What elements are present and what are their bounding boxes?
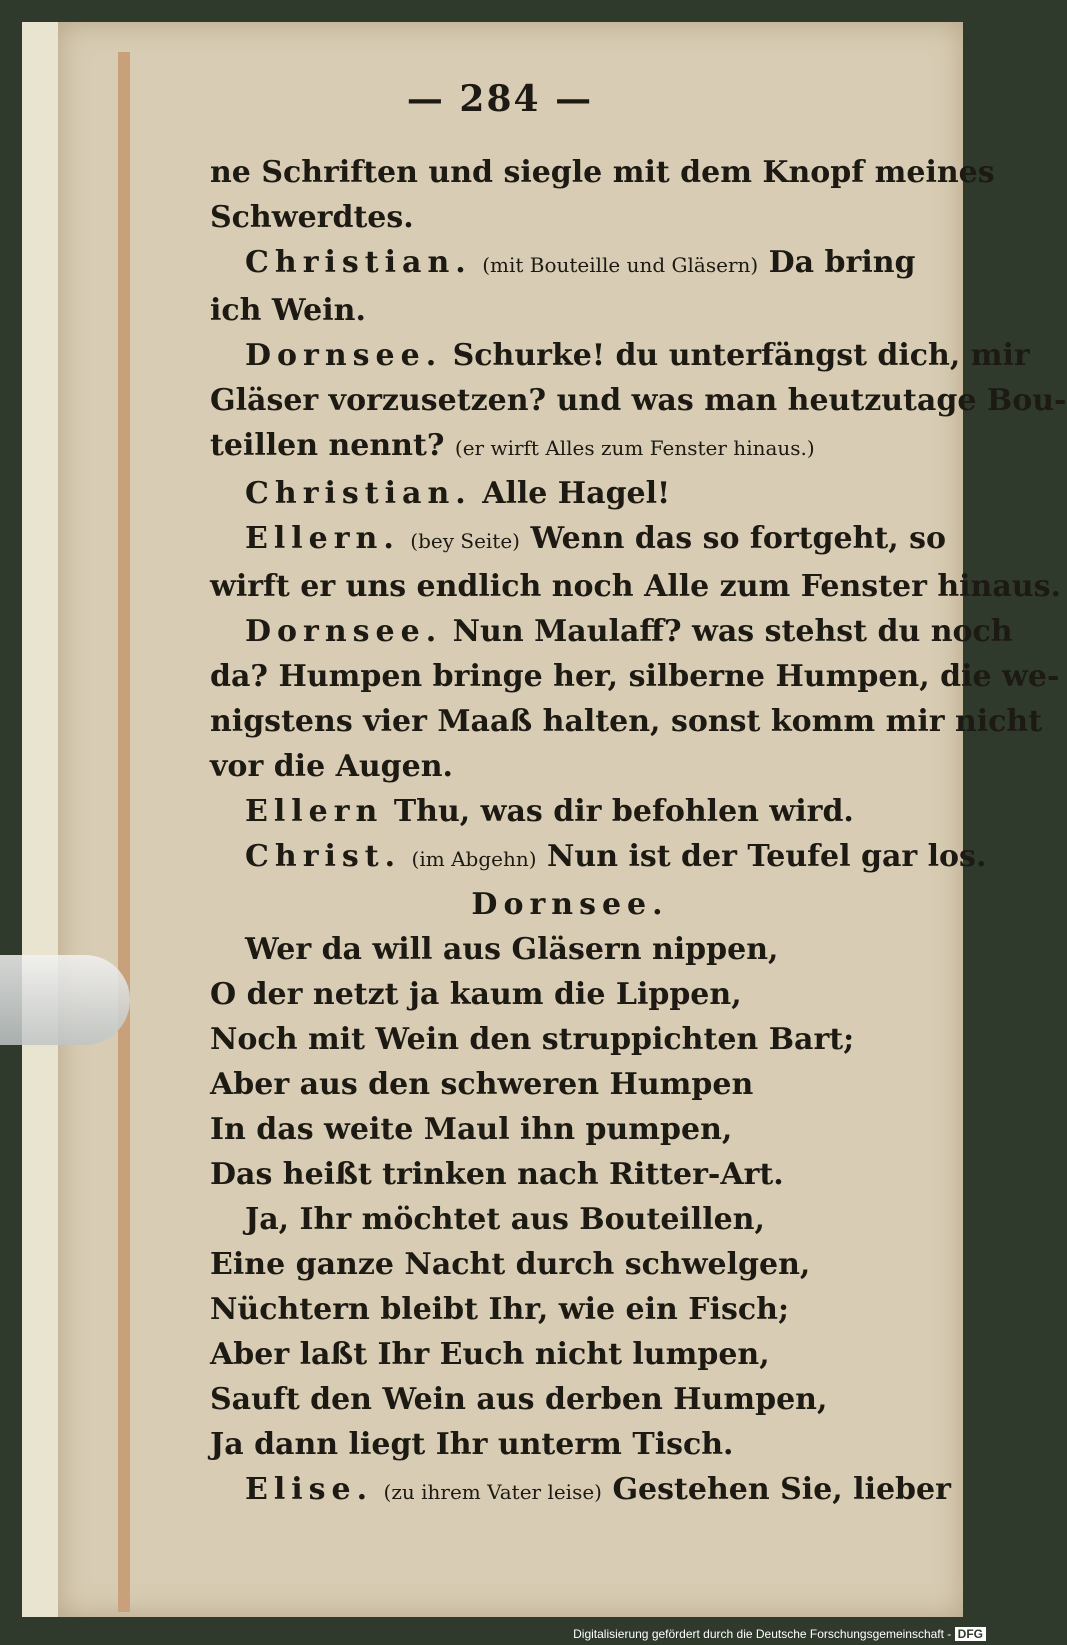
text-line: nigstens vier Maaß halten, sonst komm mir nicht bbox=[210, 704, 1043, 739]
text-line bbox=[210, 1467, 951, 1515]
dialogue: Alle Hagel! bbox=[482, 476, 671, 511]
verse-line: Aber laßt Ihr Euch nicht lumpen, bbox=[210, 1337, 770, 1372]
stage-direction: (zu ihrem Vater leise) bbox=[383, 1480, 602, 1504]
page-clip bbox=[0, 955, 130, 1045]
book-edge bbox=[22, 22, 62, 1617]
footer-credit bbox=[573, 1627, 986, 1641]
speaker-name: Ellern. bbox=[245, 521, 400, 556]
stage-direction: (er wirft Alles zum Fenster hinaus.) bbox=[454, 436, 815, 460]
page-binding-edge bbox=[118, 52, 130, 1612]
speaker-name: Christian. bbox=[245, 245, 472, 280]
dialogue: Da bring bbox=[768, 245, 916, 280]
stage-direction: (bey Seite) bbox=[410, 529, 520, 553]
speaker-name: Christ. bbox=[245, 839, 402, 874]
stage-direction: (im Abgehn) bbox=[411, 847, 537, 871]
text-line bbox=[210, 471, 930, 516]
dialogue: Gestehen Sie, lieber bbox=[612, 1472, 951, 1507]
text-line bbox=[210, 333, 1030, 378]
text-line bbox=[210, 834, 987, 882]
text-line: da? Humpen bringe her, silberne Humpen, die we- bbox=[210, 659, 1060, 694]
dfg-logo: DFG bbox=[955, 1627, 986, 1641]
verse-line: O der netzt ja kaum die Lippen, bbox=[210, 977, 742, 1012]
verse-line: Sauft den Wein aus derben Humpen, bbox=[210, 1382, 828, 1417]
verse-line: Das heißt trinken nach Ritter-Art. bbox=[210, 1157, 784, 1192]
text-line: wirft er uns endlich noch Alle zum Fenster hinaus. bbox=[210, 569, 1061, 604]
text-line bbox=[210, 516, 947, 564]
speaker-name: Dornsee. bbox=[245, 614, 443, 649]
verse-line: Nüchtern bleibt Ihr, wie ein Fisch; bbox=[210, 1292, 790, 1327]
text-line: ne Schriften und siegle mit dem Knopf meines bbox=[210, 155, 995, 190]
text-line bbox=[210, 423, 930, 471]
speaker-name: Dornsee. bbox=[245, 338, 443, 373]
dialogue: teillen nennt? bbox=[210, 428, 445, 463]
text-line bbox=[210, 609, 1013, 654]
speaker-name: Christian. bbox=[245, 476, 472, 511]
verse-line: Eine ganze Nacht durch schwelgen, bbox=[210, 1247, 811, 1282]
stage-direction: (mit Bouteille und Gläsern) bbox=[482, 253, 759, 277]
verse-line: Aber aus den schweren Humpen bbox=[210, 1067, 754, 1102]
text-line: Gläser vorzusetzen? und was man heutzutage Bou- bbox=[210, 383, 1067, 418]
verse-line: Noch mit Wein den struppichten Bart; bbox=[210, 1022, 855, 1057]
text-line bbox=[210, 240, 930, 288]
dialogue: Thu, was dir befohlen wird. bbox=[393, 794, 854, 829]
verse-line: Wer da will aus Gläsern nippen, bbox=[245, 932, 779, 967]
text-line: vor die Augen. bbox=[210, 749, 454, 784]
speaker-name: Ellern bbox=[245, 794, 384, 829]
speaker-name: Elise. bbox=[245, 1472, 374, 1507]
dialogue: Schurke! du unterfängst dich, mir bbox=[452, 338, 1030, 373]
dialogue: Nun Maulaff? was stehst du noch bbox=[452, 614, 1013, 649]
page-number: — 284 — bbox=[406, 78, 594, 120]
page-text bbox=[210, 150, 1067, 1515]
text-line: Schwerdtes. bbox=[210, 200, 414, 235]
text-line: ich Wein. bbox=[210, 293, 366, 328]
verse-line: Ja, Ihr möchtet aus Bouteillen, bbox=[245, 1202, 765, 1237]
dialogue: Wenn das so fortgeht, so bbox=[530, 521, 947, 556]
footer-text: Digitalisierung gefördert durch die Deutsche Forschungsgemeinschaft - bbox=[573, 1627, 952, 1641]
song-heading: Dornsee. bbox=[471, 887, 669, 922]
verse-line: Ja dann liegt Ihr unterm Tisch. bbox=[210, 1427, 734, 1462]
text-line bbox=[210, 789, 930, 834]
verse-line: In das weite Maul ihn pumpen, bbox=[210, 1112, 733, 1147]
dialogue: Nun ist der Teufel gar los. bbox=[546, 839, 987, 874]
